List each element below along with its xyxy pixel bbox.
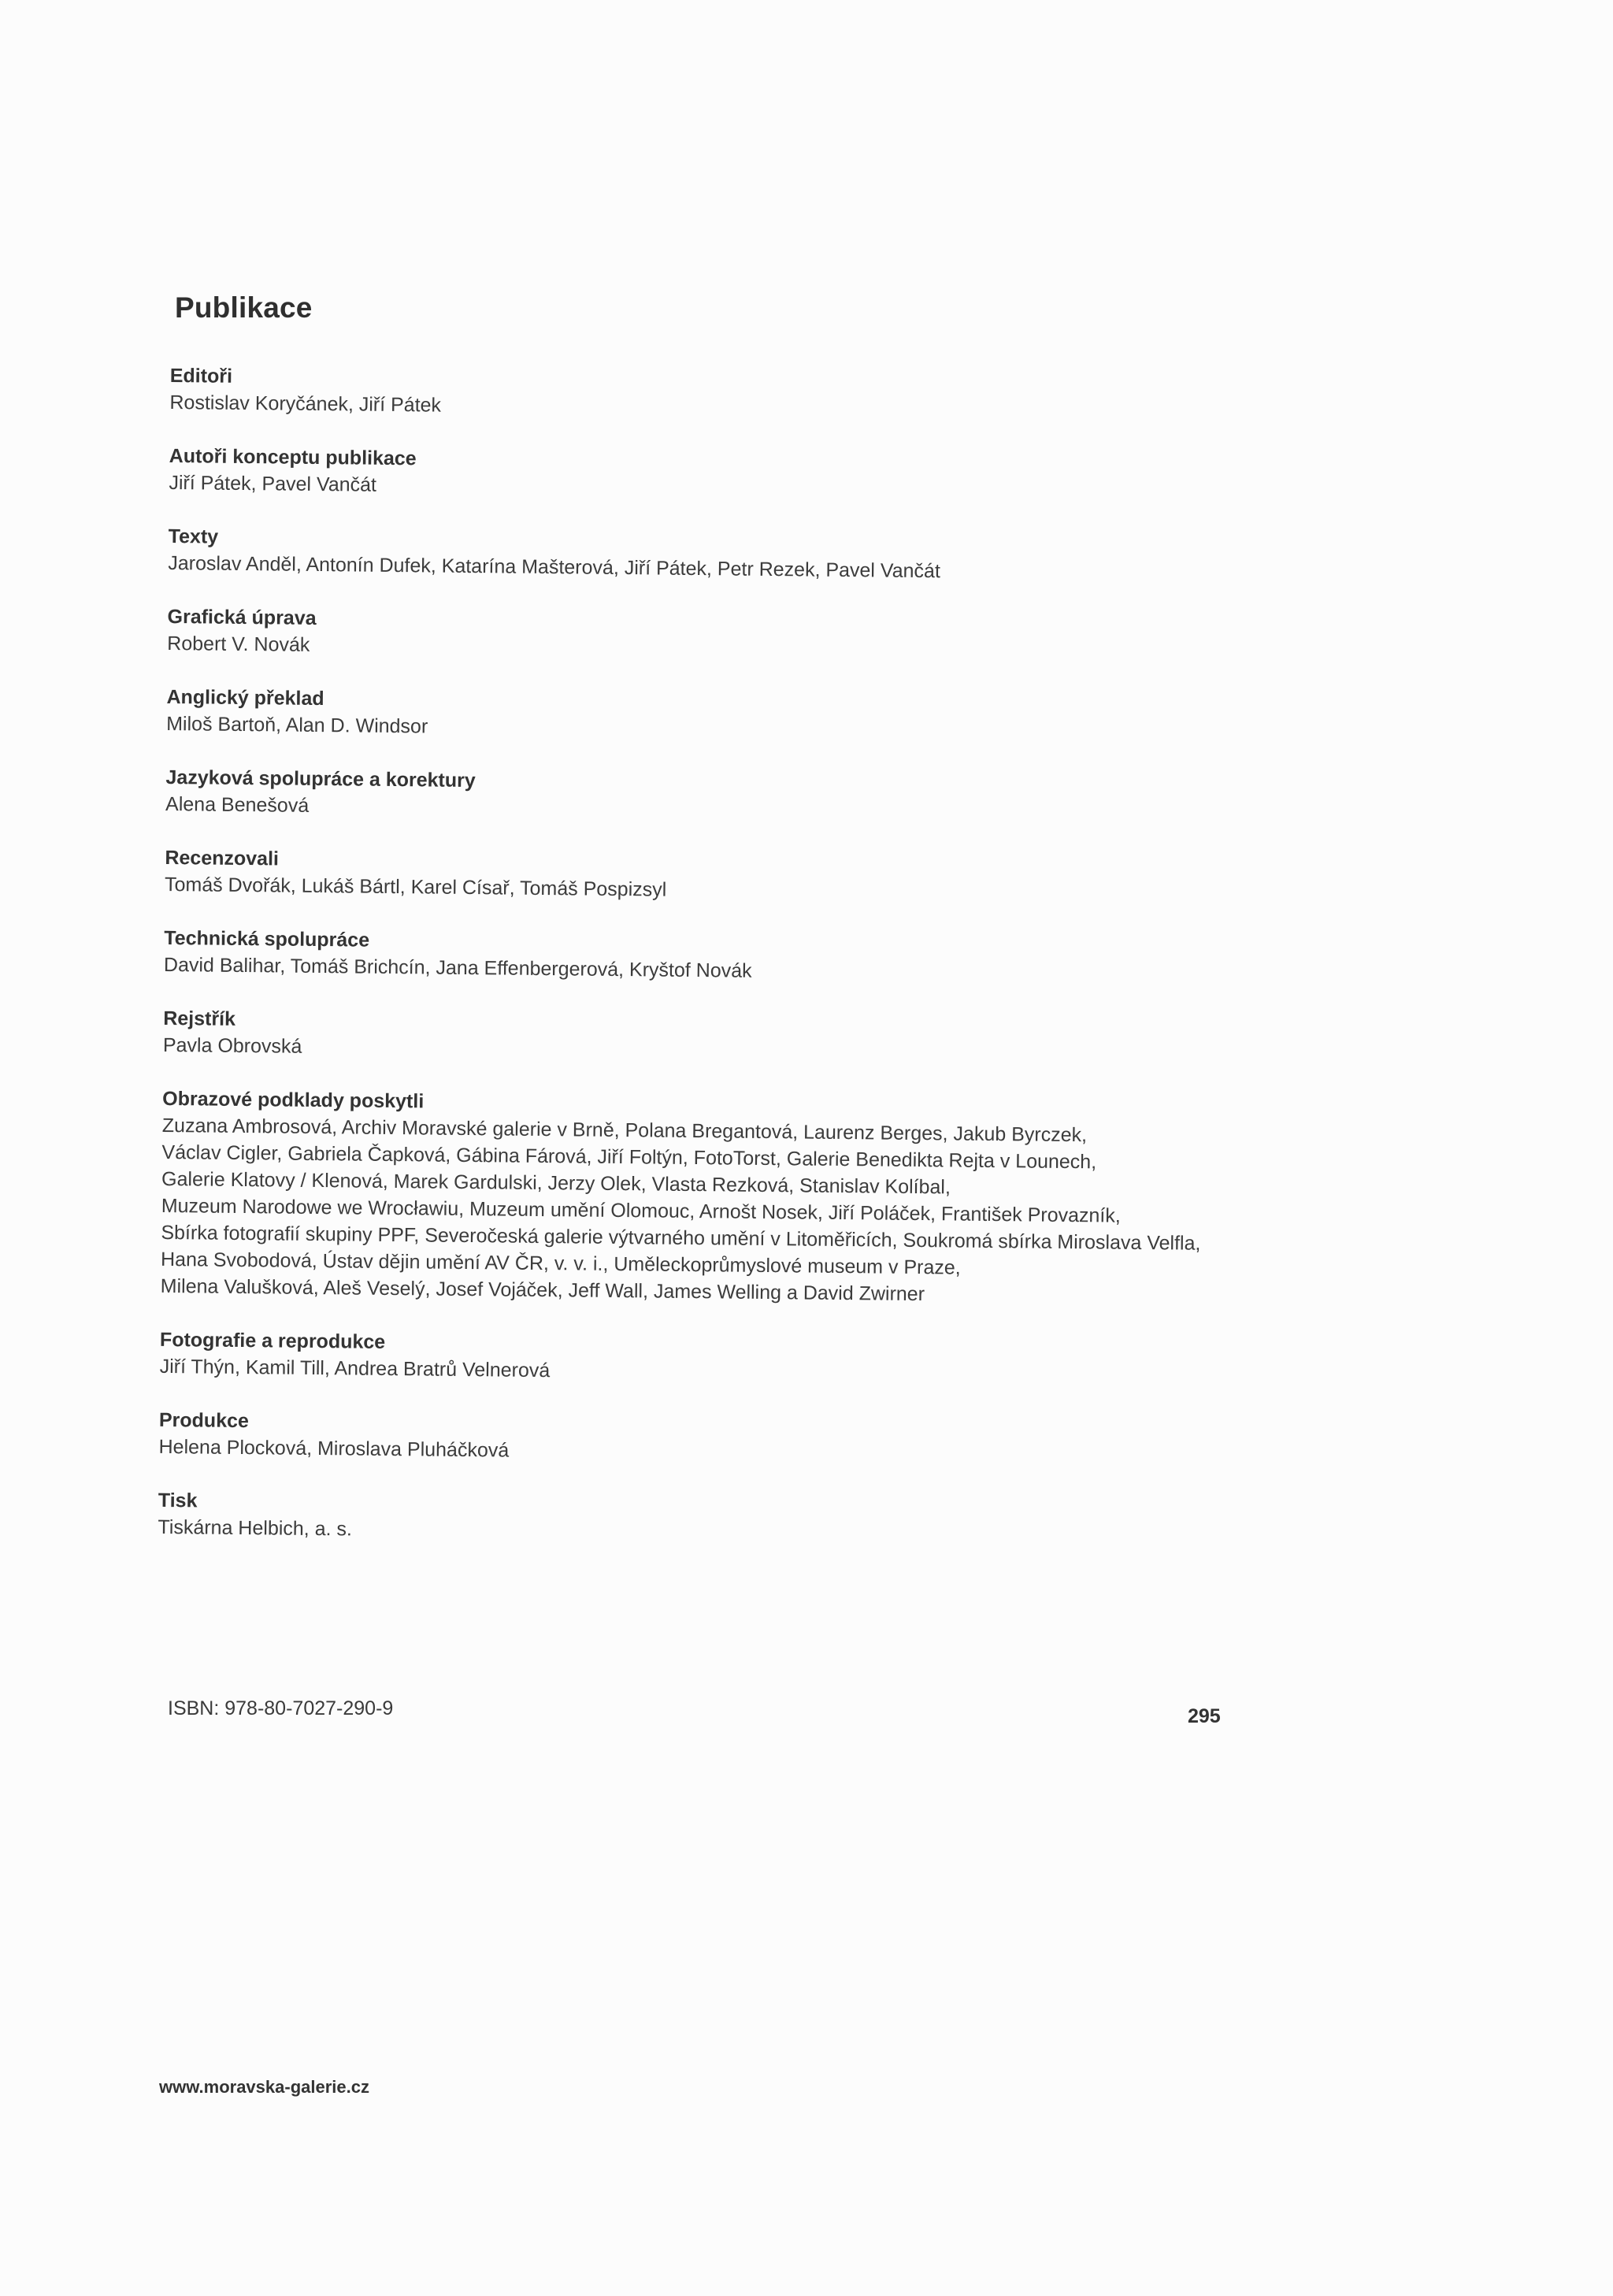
credit-names: Muzeum Narodowe we Wrocławiu, Muzeum umění Olomouc, Arnošt Nosek, Jiří Poláček, František Provazník, (161, 1194, 1121, 1227)
credit-section-tisk (158, 1487, 1371, 1553)
credits-list (158, 362, 1383, 1580)
credit-names: Galerie Klatovy / Klenová, Marek Gardulski, Jerzy Olek, Vlasta Rezková, Stanislav Kolíbal, (161, 1167, 951, 1199)
credit-section-anglicky-preklad (166, 684, 1380, 750)
credit-names: Tomáš Dvořák, Lukáš Bártl, Karel Císař, Tomáš Pospizsyl (164, 873, 667, 901)
credit-heading: Jazyková spolupráce a korektury (165, 766, 476, 792)
credit-names: Robert V. Novák (167, 632, 310, 656)
credit-heading: Fotografie a reprodukce (159, 1328, 386, 1353)
credit-names: Tiskárna Helbich, a. s. (158, 1515, 353, 1541)
credit-names: Helena Plocková, Miroslava Pluháčková (158, 1435, 510, 1462)
credit-section-technicka-spoluprace (164, 925, 1378, 991)
credit-names: Alena Benešová (165, 792, 310, 817)
credit-names: Miloš Bartoň, Alan D. Windsor (166, 712, 428, 738)
credit-names: Pavla Obrovská (162, 1033, 302, 1058)
credit-heading: Grafická úprava (167, 605, 317, 629)
page-number: 295 (1188, 1705, 1221, 1727)
credit-names: Rostislav Koryčánek, Jiří Pátek (169, 391, 442, 417)
credit-heading: Autoři konceptu publikace (169, 444, 417, 470)
page-title: Publikace (175, 291, 313, 324)
credit-heading: Anglický překlad (166, 685, 324, 710)
credit-section-recenzovali (165, 844, 1378, 911)
credit-names: Hana Svobodová, Ústav dějin umění AV ČR, v. v. i., Uměleckoprůmyslové museum v Praze, (160, 1248, 961, 1279)
credit-heading: Texty (168, 525, 219, 548)
credit-section-editori (169, 362, 1383, 428)
credit-section-texty (168, 523, 1381, 589)
credit-section-rejstrik (163, 1005, 1377, 1071)
credit-heading: Obrazové podklady poskytli (162, 1087, 425, 1113)
credit-names: Jiří Thýn, Kamil Till, Andrea Bratrů Velnerová (159, 1355, 551, 1382)
credit-names: Václav Cigler, Gabriela Čapková, Gábina Fárová, Jiří Foltýn, FotoTorst, Galerie Benedikta Rejta v Lounech, (161, 1141, 1097, 1174)
credit-section-obrazove-podklady (161, 1085, 1376, 1312)
credit-section-graficka-uprava (167, 603, 1381, 670)
credit-names: Milena Valušková, Aleš Veselý, Josef Vojáček, Jeff Wall, James Welling a David Zwirner (160, 1274, 925, 1306)
credit-section-jazykova-spoluprace (165, 764, 1379, 830)
credit-section-autori-konceptu (169, 443, 1382, 509)
website-url: www.moravska-galerie.cz (159, 2077, 369, 2097)
credit-heading: Recenzovali (165, 846, 280, 870)
credit-heading: Editoři (169, 364, 233, 388)
credit-names: David Balihar, Tomáš Brichcín, Jana Effenbergerová, Kryštof Novák (163, 953, 752, 982)
credit-names: Zuzana Ambrosová, Archiv Moravské galerie v Brně, Polana Bregantová, Laurenz Berges, Jakub Byrczek, (161, 1114, 1088, 1147)
credit-heading: Technická spolupráce (164, 926, 370, 951)
credit-names: Jaroslav Anděl, Antonín Dufek, Katarína Mašterová, Jiří Pátek, Petr Rezek, Pavel Vančát (168, 551, 941, 583)
credit-heading: Rejstřík (163, 1007, 236, 1030)
credit-heading: Produkce (158, 1408, 250, 1433)
credit-names: Jiří Pátek, Pavel Vančát (169, 471, 377, 496)
isbn: ISBN: 978-80-7027-290-9 (168, 1697, 394, 1719)
credit-section-fotografie (159, 1326, 1373, 1393)
credit-heading: Tisk (158, 1489, 198, 1512)
credit-section-produkce (158, 1407, 1372, 1473)
credit-names: Sbírka fotografií skupiny PPF, Severočeská galerie výtvarného umění v Litoměřicích, Soukromá sbírka Miroslava Velfla, (161, 1221, 1201, 1255)
